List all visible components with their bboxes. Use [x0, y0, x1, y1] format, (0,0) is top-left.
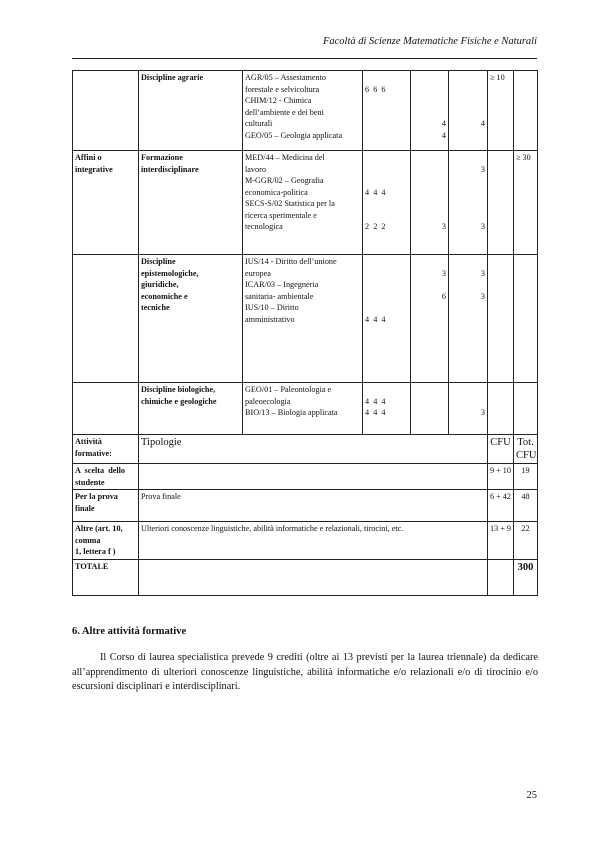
section-title: 6. Altre attività formative: [72, 626, 187, 637]
ambito-cell: Formazione interdisciplinare: [139, 151, 243, 255]
totale-label: TOTALE: [73, 560, 139, 596]
totale-value: 300: [514, 560, 538, 596]
page-number: 25: [526, 790, 537, 801]
attivita-label: A scelta dello studente: [73, 464, 139, 490]
cfu-col1-cell: 4 4 4: [363, 255, 411, 383]
attivita-header: Attività formative:: [73, 435, 139, 464]
cfu-col2-cell: 4 4: [411, 71, 449, 151]
table-total-row: [73, 560, 538, 596]
cfu-cell: [488, 560, 514, 596]
tot-cell: 22: [514, 522, 538, 560]
area-cell: [73, 71, 139, 151]
cfu-cell: 13 + 9: [488, 522, 514, 560]
cfu-cell: 6 + 42: [488, 490, 514, 522]
tipologia-cell: Ulteriori conoscenze linguistiche, abilità informatiche e relazionali, tirocini, etc.: [139, 522, 488, 560]
cfu-table: [72, 70, 538, 596]
cfu-col5-cell: [514, 383, 538, 435]
settori-cell: GEO/01 – Paleontologia e paleoecologia BIO/13 – Biologia applicata: [243, 383, 363, 435]
cfu-header: CFU: [488, 435, 514, 464]
ambito-cell: Discipline agrarie: [139, 71, 243, 151]
attivita-label: Per la prova finale: [73, 490, 139, 522]
table-row: [73, 522, 538, 560]
tipologia-cell: [139, 464, 488, 490]
settori-cell: IUS/14 - Diritto dell’unione europea ICAR/03 – Ingegneria sanitaria- ambientale IUS/10 – Diritto amministrativo: [243, 255, 363, 383]
table-header-row: [73, 435, 538, 464]
tipologie-header: Tipologie: [139, 435, 488, 464]
cfu-col1-cell: 4 4 4 2 2 2: [363, 151, 411, 255]
cfu-col5-cell: ≥ 30: [514, 151, 538, 255]
cfu-col3-cell: 3 3: [449, 151, 488, 255]
table-row: [73, 71, 538, 151]
cfu-cell: 9 + 10: [488, 464, 514, 490]
running-header: Facoltà di Scienze Matematiche Fisiche e Naturali: [322, 36, 537, 47]
cfu-col2-cell: [411, 383, 449, 435]
tipologia-cell: Prova finale: [139, 490, 488, 522]
cfu-col3-cell: 3 3: [449, 255, 488, 383]
settori-cell: AGR/05 – Assestamento forestale e selvicoltura CHIM/12 - Chimica dell’ambiente e dei beni culturali GEO/05 – Geologia applicata: [243, 71, 363, 151]
settori-cell: MED/44 – Medicina del lavoro M-GGR/02 – Geografia economica-politica SECS-S/02 Statistica per la ricerca sperimentale e tecnologica: [243, 151, 363, 255]
table-row: [73, 464, 538, 490]
area-cell: [73, 255, 139, 383]
area-cell: [73, 383, 139, 435]
cfu-col4-cell: [488, 255, 514, 383]
cfu-col1-cell: 4 4 4 4 4 4: [363, 383, 411, 435]
table-row: [73, 383, 538, 435]
cfu-col3-cell: 3: [449, 383, 488, 435]
tot-cell: 19: [514, 464, 538, 490]
attivita-label: Altre (art. 10, comma 1, lettera f ): [73, 522, 139, 560]
section-body: [72, 651, 538, 695]
table-row: [73, 490, 538, 522]
cfu-col4-cell: [488, 383, 514, 435]
ambito-cell: Discipline biologiche, chimiche e geologiche: [139, 383, 243, 435]
cfu-col3-cell: 4: [449, 71, 488, 151]
tot-cell: 48: [514, 490, 538, 522]
header-rule: [72, 58, 537, 59]
cfu-col4-cell: ≥ 10: [488, 71, 514, 151]
cfu-col2-cell: 3: [411, 151, 449, 255]
tipologia-cell: [139, 560, 488, 596]
body-paragraph: Il Corso di laurea specialistica prevede 9 crediti (oltre ai 13 previsti per la laurea triennale) da dedicare all’apprendimento di ulteriori conoscenze linguistiche, abilità informatiche e/o relazionali e/o di tirocinio e/o escursioni disciplinari e interdisciplinari.: [72, 652, 538, 692]
cfu-col5-cell: [514, 255, 538, 383]
cfu-col1-cell: 6 6 6: [363, 71, 411, 151]
table-row: [73, 255, 538, 383]
cfu-col5-cell: [514, 71, 538, 151]
cfu-col2-cell: 3 6: [411, 255, 449, 383]
ambito-cell: Discipline epistemologiche, giuridiche, economiche e tecniche: [139, 255, 243, 383]
table-row: [73, 151, 538, 255]
tot-cfu-header: Tot. CFU: [514, 435, 538, 464]
cfu-col4-cell: [488, 151, 514, 255]
area-cell: Affini o integrative: [73, 151, 139, 255]
